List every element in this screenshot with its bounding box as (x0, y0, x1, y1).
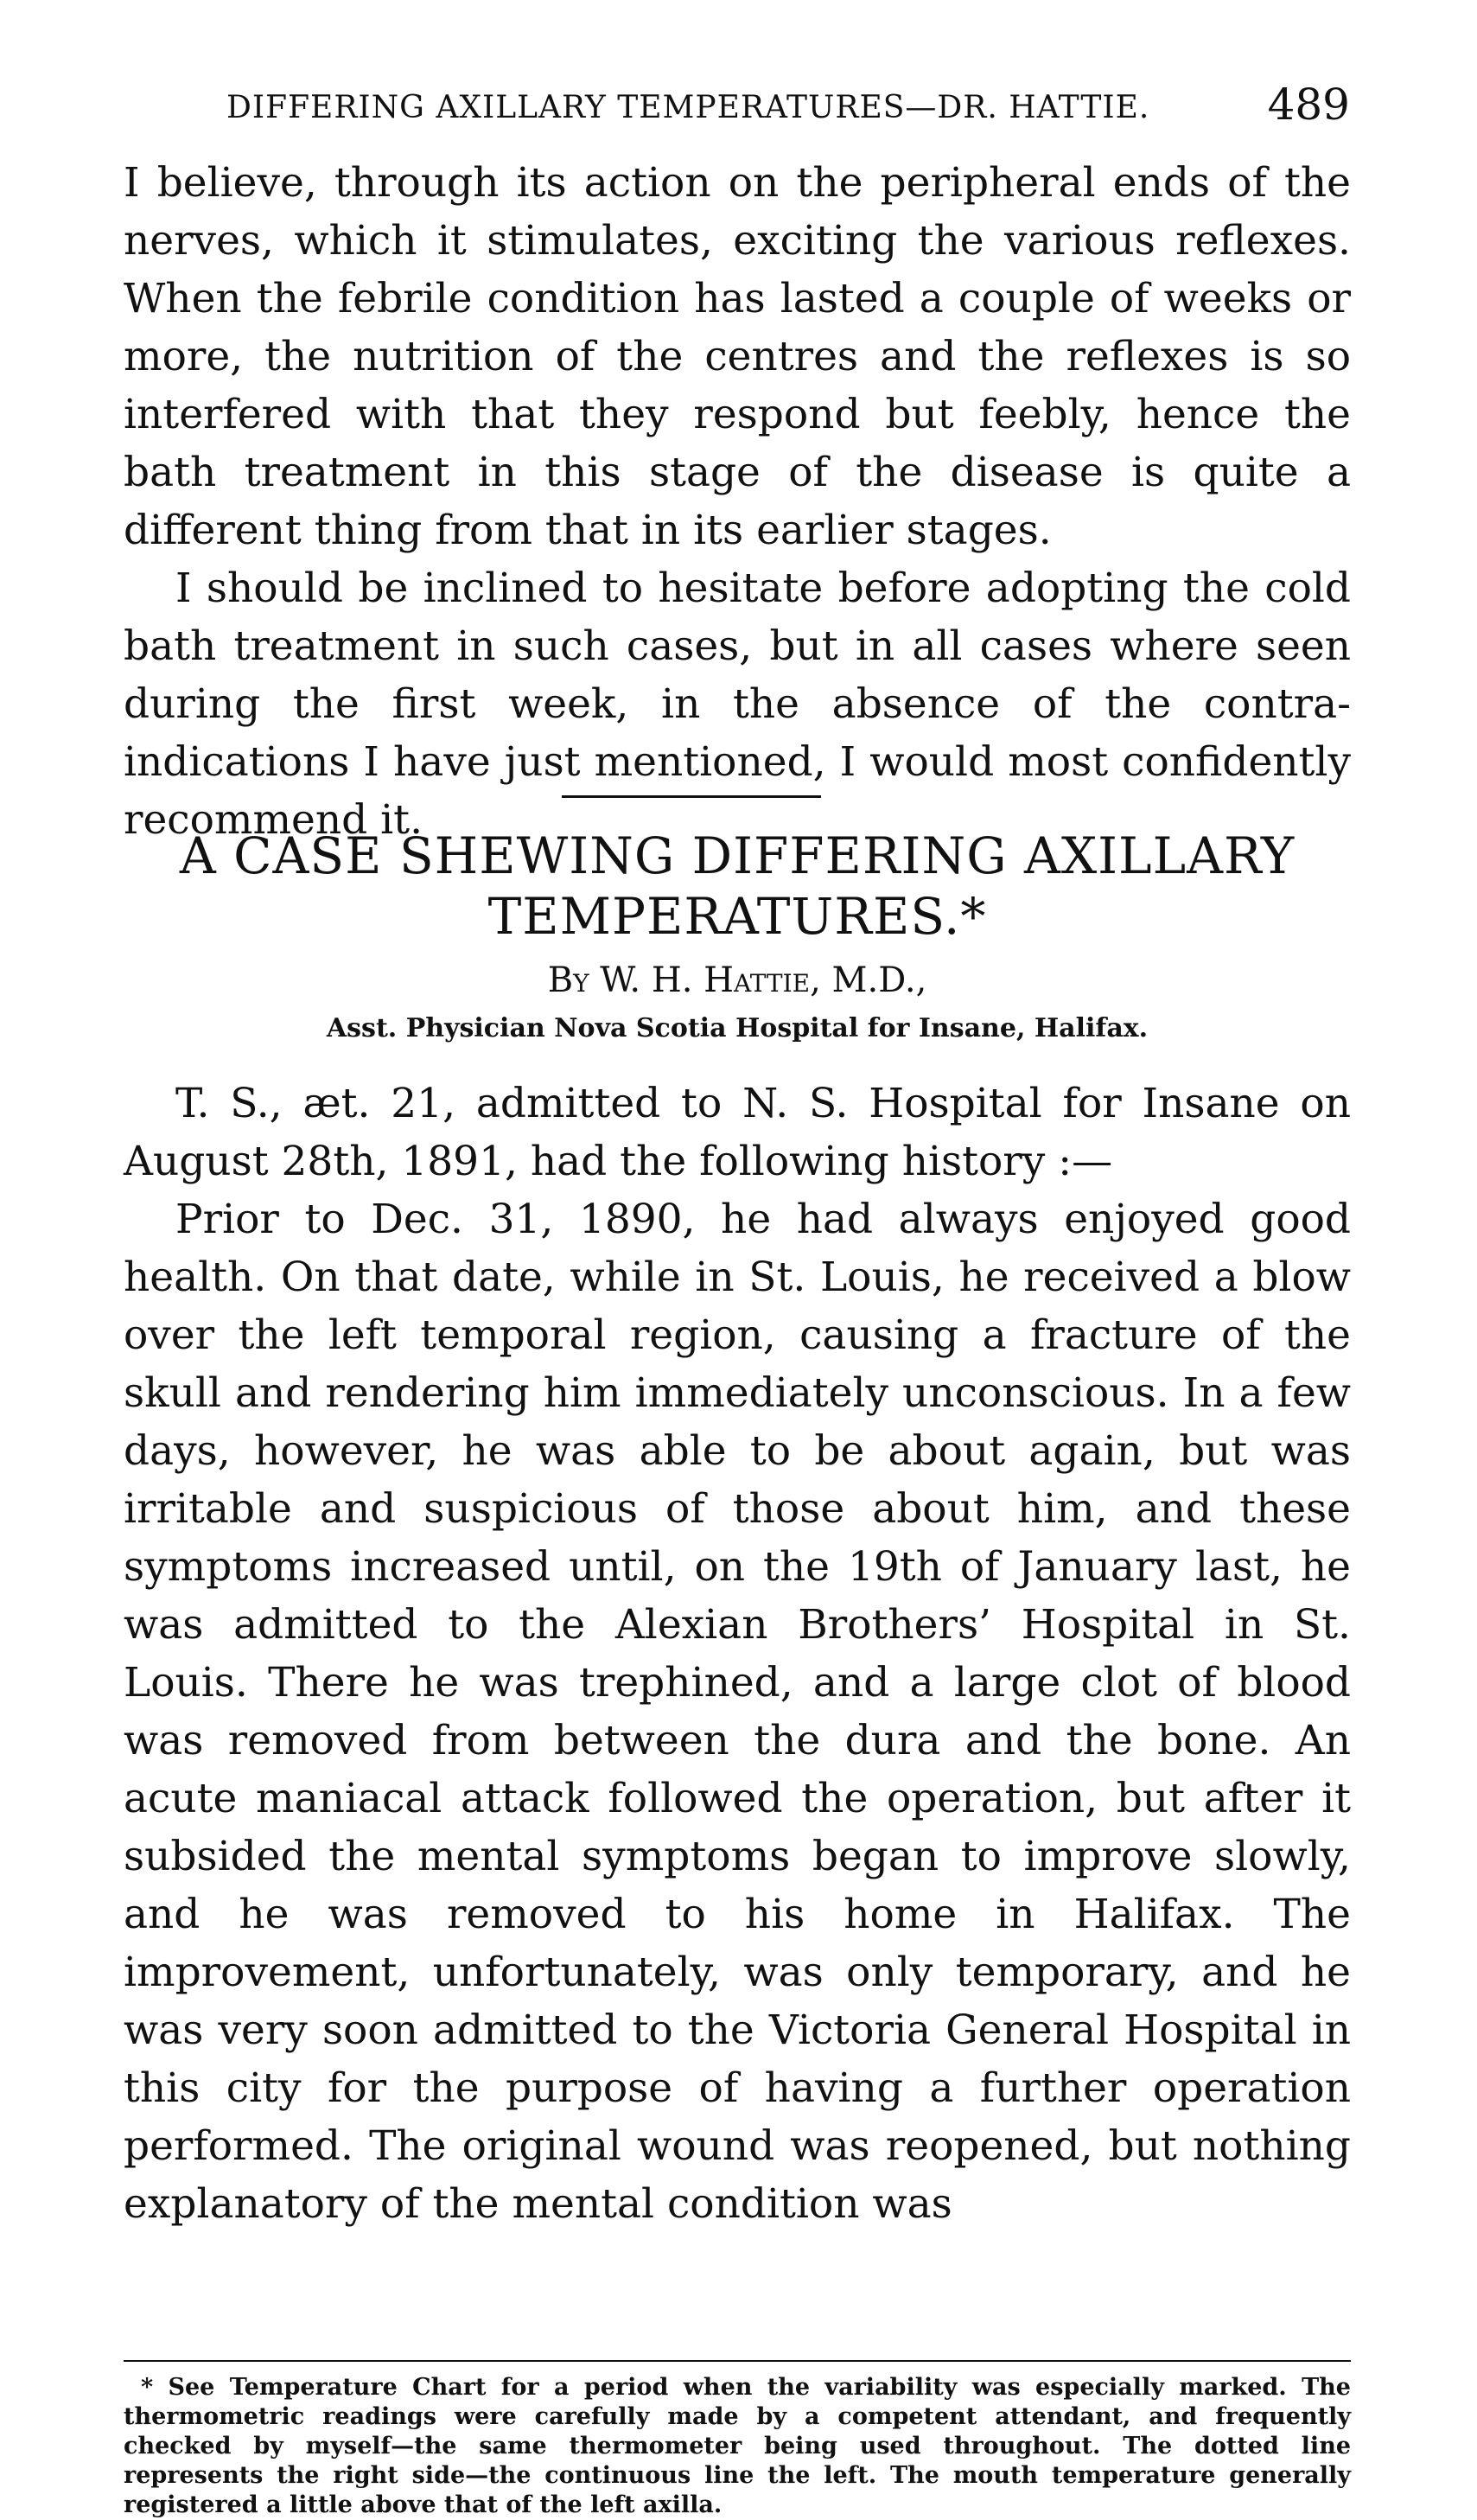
author-byline: By W. H. Hattie, M.D., (547, 960, 927, 1000)
author-affiliation: Asst. Physician Nova Scotia Hospital for Insane, Halifax. (326, 1013, 1149, 1043)
article-title: A CASE SHEWING DIFFERING AXILLARY TEMPERATURES.* (179, 826, 1296, 946)
footnote-text: * See Temperature Chart for a period when the variability was especially marked. The thermometric readings were carefully made by a competent attendant, and frequently checked by myself—the same thermometer being used throughout. The dotted line represents the right side—the continuous line the left. The mouth temperature generally registered a little above that of the left axilla. (124, 2374, 1351, 2518)
footnote (124, 2373, 1351, 2520)
running-head (226, 76, 1350, 137)
paragraph: I should be inclined to hesitate before adopting the cold bath treatment in such cases, but in all cases where seen during the first week, in the absence of the contra-indications I have just mentioned, I would most confidently recommend it. (124, 565, 1351, 844)
continued-text (124, 154, 1351, 849)
paragraph: Prior to Dec. 31, 1890, he had always enjoyed good health. On that date, while in St. Louis, he received a blow over the left temporal region, causing a fracture of the skull and rendering him immediately unconscious. In a few days, however, he was able to be about again, but was irritable and suspicious of those about him, and these symptoms increased until, on the 19th of January last, he was admitted to the Alexian Brothers’ Hospital in St. Louis. There he was trephined, and a large clot of blood was removed from between the dura and the bone. An acute maniacal attack followed the operation, but after it subsided the mental symptoms began to improve slowly, and he was removed to his home in Halifax. The improvement, unfortunately, was only temporary, and he was very soon admitted to the Victoria General Hospital in this city for the purpose of having a further operation performed. The original wound was reopened, but nothing explanatory of the mental condition was (124, 1196, 1351, 2228)
page-number: 489 (1267, 80, 1350, 130)
paragraph: T. S., æt. 21, admitted to N. S. Hospital for Insane on August 28th, 1891, had the following history :— (124, 1080, 1351, 1185)
section-divider (562, 795, 821, 798)
running-head-title: DIFFERING AXILLARY TEMPERATURES—DR. HATTIE. (226, 90, 1150, 125)
footnote-divider (124, 2360, 1351, 2362)
paragraph: I believe, through its action on the peripheral ends of the nerves, which it stimulates, exciting the various reflexes. When the febrile condition has lasted a couple of weeks or more, the nutrition of the centres and the reflexes is so interfered with that they respond but feebly, hence the bath treatment in this stage of the disease is quite a different thing from that in its earlier stages. (124, 159, 1351, 554)
article-body (124, 1075, 1351, 2233)
